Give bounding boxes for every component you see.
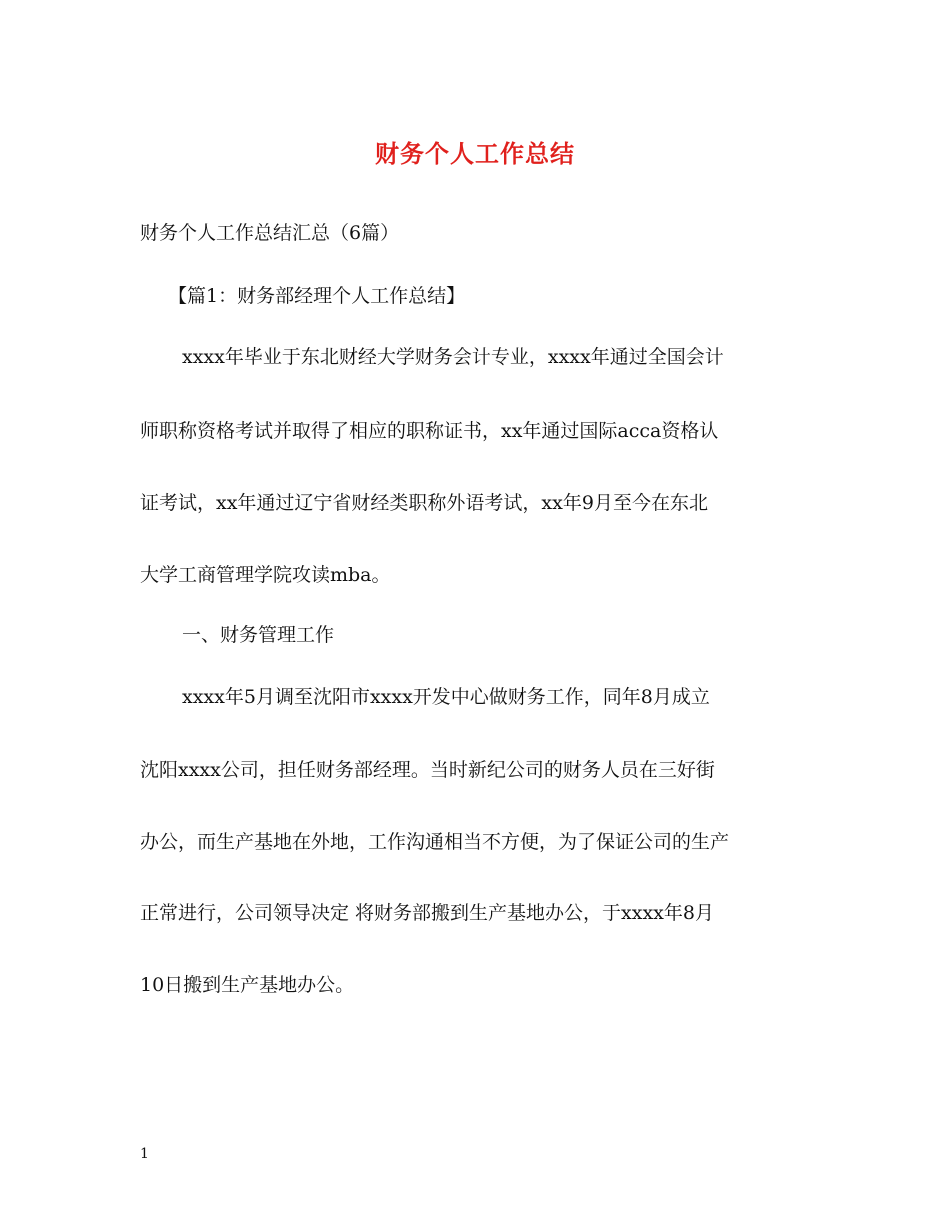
paragraph-line: 大学工商管理学院攻读mba。 <box>140 564 391 586</box>
section-heading: 【篇1：财务部经理个人工作总结】 <box>168 285 466 307</box>
document-title: 财务个人工作总结 <box>375 139 575 168</box>
paragraph-line: 师职称资格考试并取得了相应的职称证书，xx年通过国际acca资格认 <box>140 420 719 442</box>
paragraph-line: 10日搬到生产基地办公。 <box>140 974 355 996</box>
paragraph-line: 办公，而生产基地在外地，工作沟通相当不方便，为了保证公司的生产 <box>140 831 730 853</box>
paragraph-line: 沈阳xxxx公司，担任财务部经理。当时新纪公司的财务人员在三好街 <box>140 759 715 781</box>
subsection-heading: 一、财务管理工作 <box>182 624 335 646</box>
paragraph-line: 证考试，xx年通过辽宁省财经类职称外语考试，xx年9月至今在东北 <box>140 492 708 514</box>
document-subtitle: 财务个人工作总结汇总（6篇） <box>140 222 400 244</box>
page-number: 1 <box>140 1146 149 1162</box>
paragraph-line: xxxx年5月调至沈阳市xxxx开发中心做财务工作，同年8月成立 <box>182 686 710 708</box>
paragraph-line: xxxx年毕业于东北财经大学财务会计专业，xxxx年通过全国会计 <box>182 346 724 368</box>
paragraph-line: 正常进行，公司领导决定 将财务部搬到生产基地办公，于xxxx年8月 <box>140 902 714 924</box>
